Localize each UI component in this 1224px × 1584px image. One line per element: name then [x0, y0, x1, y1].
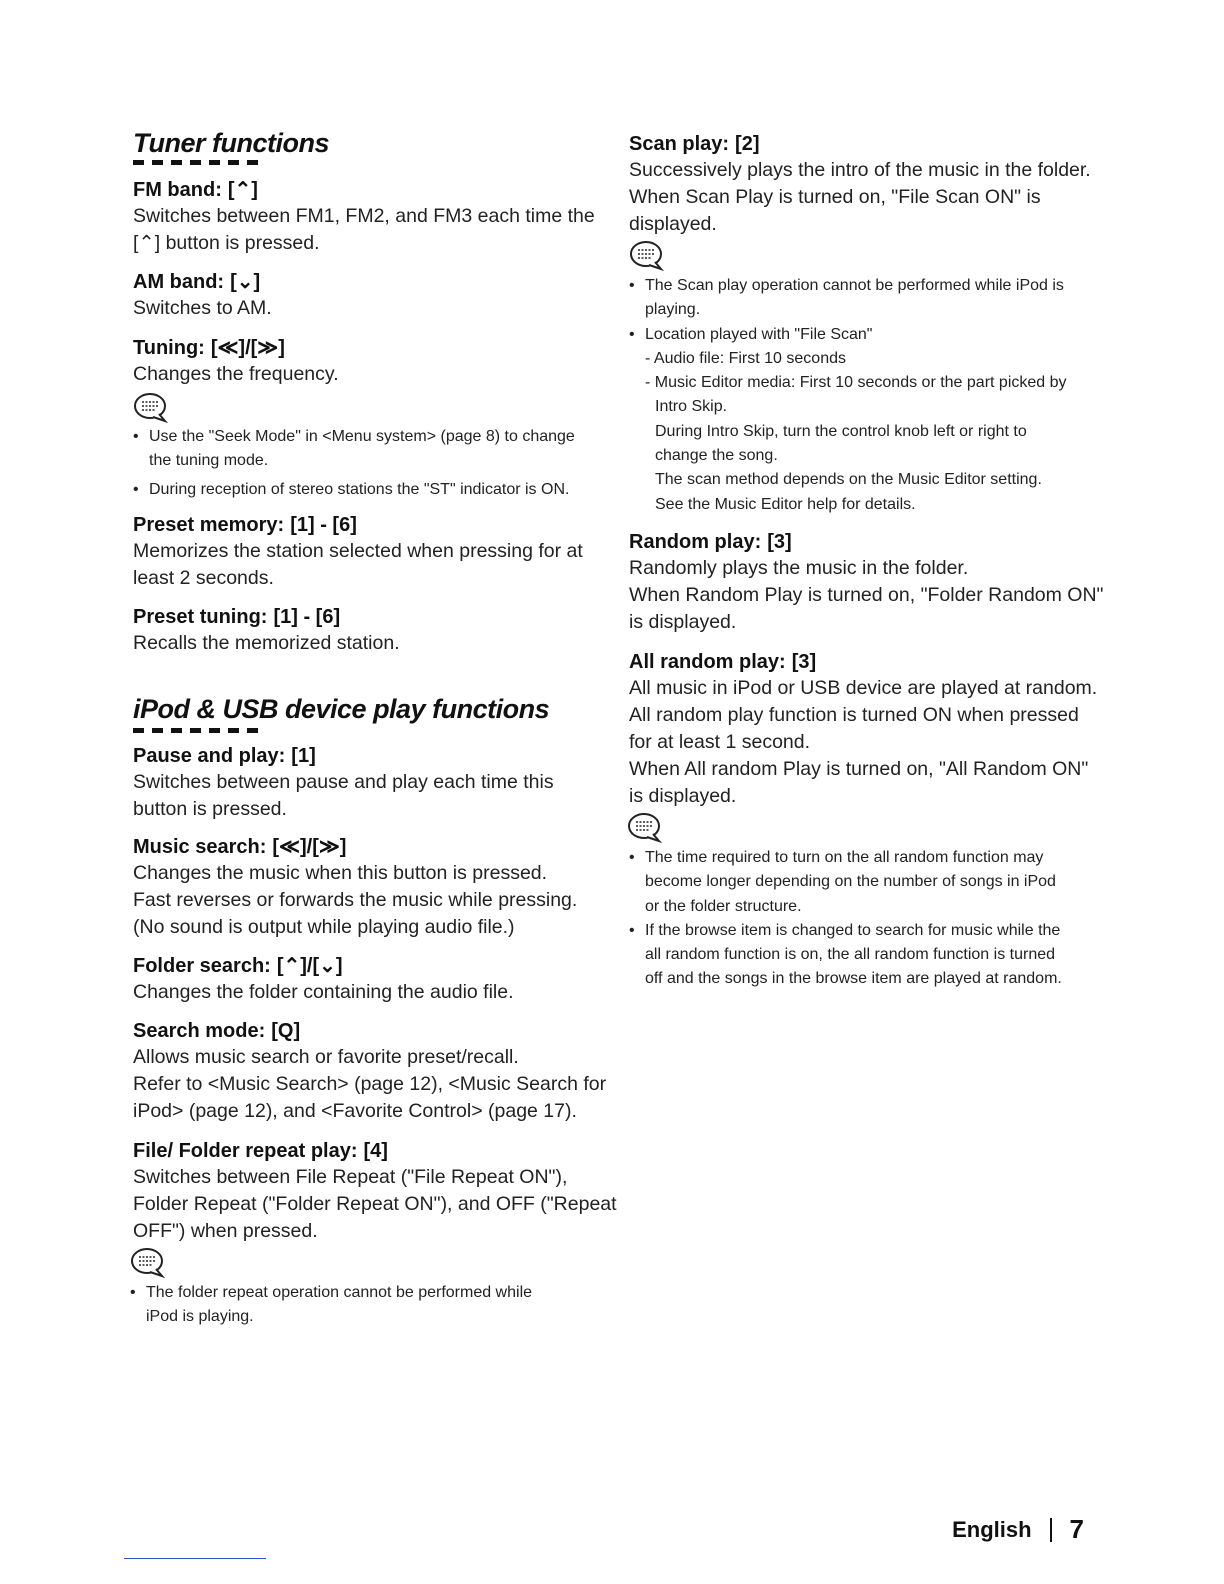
ipod-usb-functions-heading: iPod & USB device play functions: [133, 694, 550, 724]
heading-underline-dashes: [133, 160, 258, 165]
item-description: Changes the folder containing the audio file.: [133, 981, 514, 1003]
note-item: • The time required to turn on the all random function may become longer depending on the number of songs in iPod or the folder structure.: [629, 846, 1099, 919]
key-label: [1] - [6]: [290, 514, 357, 536]
item-title: Preset tuning:: [133, 606, 268, 628]
key-label: [⌃]: [227, 179, 258, 201]
fm-band-item: [133, 177, 603, 257]
key-label: [⌃]/[⌄]: [276, 955, 343, 977]
item-description: Switches between File Repeat ("File Repeat ON"), Folder Repeat ("Folder Repeat ON"), and OFF ("Repeat OFF") when pressed.: [133, 1166, 617, 1242]
key-label: [4]: [363, 1140, 388, 1162]
key-label: [3]: [767, 531, 792, 553]
item-title: Search mode:: [133, 1020, 266, 1042]
item-description: Switches to AM.: [133, 297, 272, 319]
item-title: File/ Folder repeat play:: [133, 1140, 358, 1162]
item-description: Memorizes the station selected when pressing for at least 2 seconds.: [133, 540, 583, 589]
item-description: All music in iPod or USB device are played at random. All random play function is turned ON when pressed for at least 1 second. When All random Play is turned on, "All Random ON" is displayed.: [629, 677, 1098, 807]
tuner-functions-heading: Tuner functions: [133, 128, 330, 158]
item-description: Allows music search or favorite preset/recall. Refer to <Music Search> (page 12), <Music Search for iPod> (page 12), and <Favorite Control> (page 17).: [133, 1046, 607, 1122]
item-description: Recalls the memorized station.: [133, 632, 400, 654]
key-label: [⌄]: [230, 271, 261, 293]
tuning-item: [133, 335, 603, 388]
item-title: Music search:: [133, 836, 267, 858]
am-band-item: [133, 269, 603, 322]
folder-search-item: [133, 953, 603, 1006]
key-label: [2]: [735, 133, 760, 155]
item-description: Changes the frequency.: [133, 363, 339, 385]
repeat-notes: [130, 1281, 600, 1330]
item-title: Folder search:: [133, 955, 271, 977]
preset-tuning-item: [133, 604, 603, 657]
note-icon: [627, 812, 663, 844]
item-title: Scan play:: [629, 133, 730, 155]
music-search-item: [133, 834, 603, 941]
scan-play-item: [629, 131, 1099, 238]
footer-divider: [1050, 1518, 1052, 1542]
item-title: Preset memory:: [133, 514, 285, 536]
note-icon: [629, 240, 665, 272]
footer-rule: [124, 1558, 266, 1559]
key-label: [1] - [6]: [273, 606, 341, 628]
page-footer: [952, 1514, 1084, 1545]
item-description: Switches between pause and play each time this button is pressed.: [133, 771, 554, 820]
item-description: Randomly plays the music in the folder. When Random Play is turned on, "Folder Random ON" is displayed.: [629, 557, 1104, 633]
note-item: • During reception of stereo stations the "ST" indicator is ON.: [133, 478, 603, 502]
item-description: Changes the music when this button is pressed. Fast reverses or forwards the music while pressing. (No sound is output while playing audio file.): [133, 862, 578, 938]
key-label: [≪]/[≫]: [272, 836, 347, 858]
note-item: • If the browse item is changed to search for music while the all random function is on, the all random function is turned off and the songs in the browse item are played at random.: [629, 919, 1099, 992]
page-number: 7: [1069, 1514, 1084, 1544]
item-title: Tuning:: [133, 337, 205, 359]
item-title: FM band:: [133, 179, 222, 201]
all-random-play-item: [629, 649, 1099, 810]
item-title: Pause and play:: [133, 745, 286, 767]
preset-memory-item: [133, 512, 603, 592]
random-play-item: [629, 529, 1104, 636]
repeat-play-item: [133, 1138, 617, 1245]
key-label: [≪]/[≫]: [210, 337, 285, 359]
key-label: [3]: [791, 651, 817, 673]
footer-language: English: [952, 1516, 1032, 1542]
tuning-notes: [133, 425, 603, 502]
note-item: • The folder repeat operation cannot be performed while iPod is playing.: [130, 1281, 600, 1330]
note-item: • The Scan play operation cannot be performed while iPod is playing.: [629, 274, 1099, 323]
note-icon: [130, 1247, 166, 1279]
scan-notes: [629, 274, 1099, 517]
item-title: Random play:: [629, 531, 762, 553]
heading-underline-dashes: [133, 728, 258, 733]
pause-play-item: [133, 743, 603, 823]
item-title: AM band:: [133, 271, 225, 293]
note-item: • Use the "Seek Mode" in <Menu system> (page 8) to change the tuning mode.: [133, 425, 603, 474]
note-item: • Location played with "File Scan" - Audio file: First 10 seconds - Music Editor media: First 10 seconds or the part picked by Intro Skip. During Intro Skip, turn the control knob left or right to change the song. The scan method depends on the Music Editor setting. See the Music Editor help for details.: [629, 323, 1099, 517]
key-label: [1]: [291, 745, 316, 767]
search-mode-item: [133, 1018, 607, 1125]
all-random-notes: [629, 846, 1099, 992]
item-description: Successively plays the intro of the music in the folder. When Scan Play is turned on, "File Scan ON" is displayed.: [629, 159, 1091, 235]
key-label: [Q]: [271, 1020, 301, 1042]
item-description: Switches between FM1, FM2, and FM3 each time the [⌃] button is pressed.: [133, 205, 595, 254]
item-title: All random play:: [629, 651, 786, 673]
note-icon: [133, 392, 169, 424]
